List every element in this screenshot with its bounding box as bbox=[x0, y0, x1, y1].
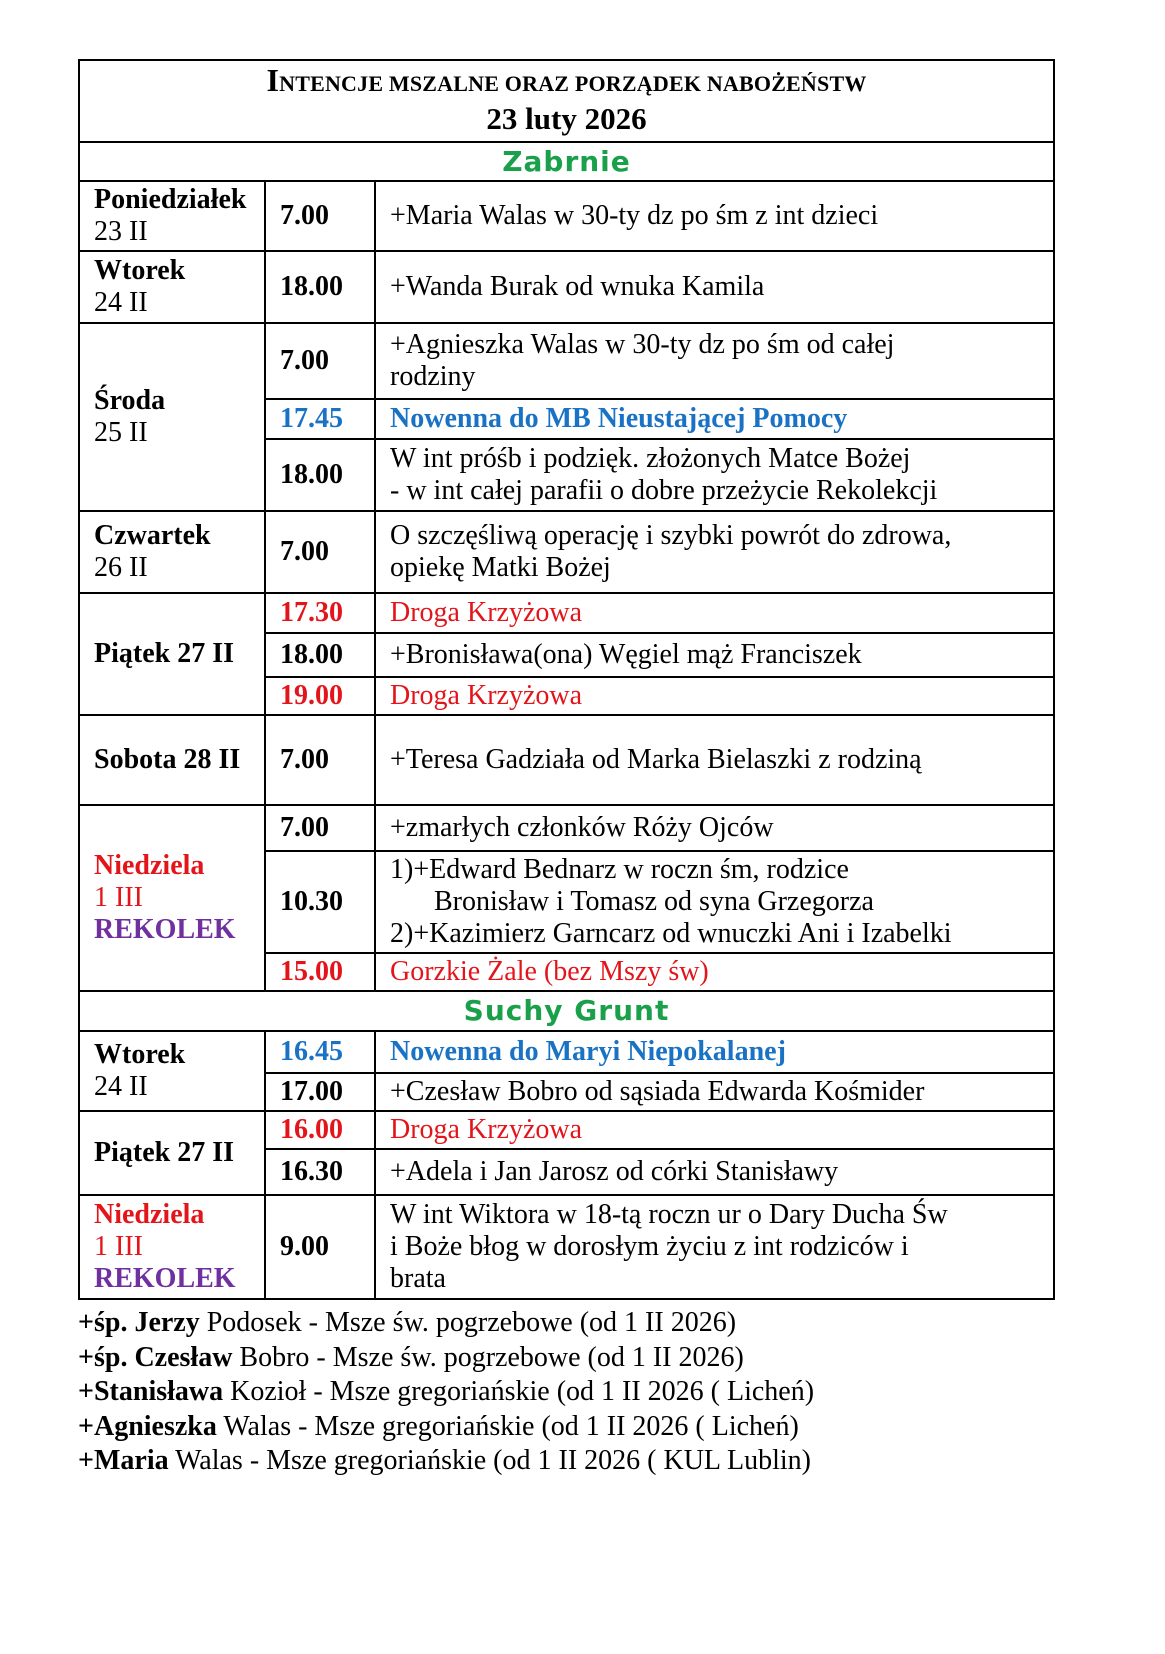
novena-time: 17.45 bbox=[265, 399, 375, 439]
table-row bbox=[79, 715, 1054, 805]
stations-time: 19.00 bbox=[265, 677, 375, 715]
novena-time: 16.45 bbox=[265, 1031, 375, 1073]
table-row bbox=[79, 251, 1054, 323]
service-text: Gorzkie Żale (bez Mszy św) bbox=[375, 953, 1054, 991]
day-cell bbox=[79, 323, 265, 511]
stations-text: Droga Krzyżowa bbox=[375, 1111, 1054, 1149]
mass-time: 7.00 bbox=[265, 511, 375, 593]
note-item bbox=[78, 1341, 1053, 1376]
mass-time: 18.00 bbox=[265, 633, 375, 677]
note-name: śp. Jerzy bbox=[93, 1307, 200, 1338]
intention-line: rodziny bbox=[390, 361, 476, 392]
note-name: śp. Czesław bbox=[93, 1341, 233, 1373]
mass-schedule-table bbox=[78, 59, 1055, 1300]
note-text: Bobro - Msze św. pogrzebowe (od 1 II 2026) bbox=[232, 1341, 744, 1373]
mass-intention: +Teresa Gadziała od Marka Bielaszki z rodziną bbox=[375, 715, 1054, 805]
note-text: Walas - Msze gregoriańskie (od 1 II 2026 ( KUL Lublin) bbox=[168, 1445, 811, 1476]
table-row bbox=[79, 805, 1054, 851]
note-name: Agnieszka bbox=[93, 1410, 217, 1442]
table-row bbox=[79, 1195, 1054, 1299]
stations-text: Droga Krzyżowa bbox=[375, 677, 1054, 715]
service-time: 15.00 bbox=[265, 953, 375, 991]
intention-line: 2)+Kazimierz Garncarz od wnuczki Ani i Izabelki bbox=[390, 918, 952, 949]
mass-time: 17.00 bbox=[265, 1073, 375, 1111]
document-title bbox=[79, 60, 1054, 142]
mass-intention: +Wanda Burak od wnuka Kamila bbox=[375, 251, 1054, 323]
intention-line: W int Wiktora w 18-tą roczn ur o Dary Ducha Św bbox=[390, 1199, 948, 1230]
day-date: 24 II bbox=[94, 1071, 148, 1102]
note-prefix: + bbox=[78, 1376, 94, 1407]
day-cell bbox=[79, 1195, 265, 1299]
mass-time: 18.00 bbox=[265, 251, 375, 323]
day-cell bbox=[79, 181, 265, 251]
day-name: Poniedziałek bbox=[94, 184, 247, 215]
stations-time: 17.30 bbox=[265, 593, 375, 633]
note-text: Kozioł - Msze gregoriańskie (od 1 II 2026 ( Licheń) bbox=[223, 1376, 815, 1407]
day-date: 24 II bbox=[94, 287, 148, 318]
location-row bbox=[79, 991, 1054, 1031]
table-row bbox=[79, 593, 1054, 633]
day-name: Wtorek bbox=[94, 1039, 186, 1070]
document-date: 23 luty 2026 bbox=[486, 101, 647, 136]
day-name: Niedziela bbox=[94, 1199, 205, 1230]
intention-line: - w int całej parafii o dobre przeżycie Rekolekcji bbox=[390, 475, 938, 506]
location-row bbox=[79, 142, 1054, 181]
day-cell bbox=[79, 251, 265, 323]
intention-line: Bronisław i Tomasz od syna Grzegorza bbox=[434, 886, 874, 917]
mass-time: 7.00 bbox=[265, 805, 375, 851]
intention-line: +Agnieszka Walas w 30-ty dz po śm od całej bbox=[390, 329, 895, 360]
table-row bbox=[79, 1111, 1054, 1149]
note-prefix: + bbox=[78, 1445, 94, 1476]
retreat-note: REKOLEK bbox=[94, 1263, 236, 1294]
mass-time: 7.00 bbox=[265, 715, 375, 805]
note-prefix: + bbox=[78, 1410, 94, 1442]
table-row bbox=[79, 181, 1054, 251]
mass-intention bbox=[375, 511, 1054, 593]
mass-intention: +Czesław Bobro od sąsiada Edwarda Kośmider bbox=[375, 1073, 1054, 1111]
mass-time: 18.00 bbox=[265, 439, 375, 511]
mass-intention bbox=[375, 1195, 1054, 1299]
day-name: Czwartek bbox=[94, 520, 211, 551]
intention-line: opiekę Matki Bożej bbox=[390, 552, 611, 583]
day-cell: Piątek 27 II bbox=[79, 593, 265, 715]
note-prefix: + bbox=[78, 1307, 94, 1338]
mass-time: 7.00 bbox=[265, 181, 375, 251]
mass-intention bbox=[375, 851, 1054, 953]
mass-intention: +Adela i Jan Jarosz od córki Stanisławy bbox=[375, 1149, 1054, 1195]
note-text: Walas - Msze gregoriańskie (od 1 II 2026 ( Licheń) bbox=[216, 1410, 799, 1442]
mass-time: 16.30 bbox=[265, 1149, 375, 1195]
stations-text: Droga Krzyżowa bbox=[375, 593, 1054, 633]
mass-intention: +Bronisława(ona) Węgiel mąż Franciszek bbox=[375, 633, 1054, 677]
day-cell bbox=[79, 1031, 265, 1111]
mass-time: 10.30 bbox=[265, 851, 375, 953]
title-row bbox=[79, 60, 1054, 142]
day-cell bbox=[79, 511, 265, 593]
note-name: Stanisława bbox=[93, 1376, 224, 1407]
note-item bbox=[78, 1375, 1053, 1410]
intention-line: O szczęśliwą operację i szybki powrót do zdrowa, bbox=[390, 520, 952, 551]
schedule-document bbox=[78, 59, 1053, 1479]
funeral-masses-notes bbox=[78, 1306, 1053, 1479]
location-zabrnie: Zabrnie bbox=[79, 142, 1054, 181]
note-prefix: + bbox=[78, 1341, 94, 1373]
mass-time: 7.00 bbox=[265, 323, 375, 399]
note-item bbox=[78, 1444, 1053, 1479]
intention-line: brata bbox=[390, 1263, 446, 1294]
retreat-note: REKOLEK bbox=[94, 914, 236, 945]
day-name: Środa bbox=[94, 385, 166, 416]
location-suchy-grunt: Suchy Grunt bbox=[79, 991, 1054, 1031]
note-item bbox=[78, 1410, 1053, 1445]
day-date: 23 II bbox=[94, 216, 148, 247]
mass-intention bbox=[375, 323, 1054, 399]
day-cell bbox=[79, 805, 265, 991]
day-date: 25 II bbox=[94, 417, 148, 448]
mass-time: 9.00 bbox=[265, 1195, 375, 1299]
intention-line: i Boże błog w dorosłym życiu z int rodziców i bbox=[390, 1231, 909, 1262]
day-name: Niedziela bbox=[94, 850, 205, 881]
day-date: 1 III bbox=[94, 1231, 143, 1262]
day-name: Wtorek bbox=[94, 255, 186, 286]
title-initial: I bbox=[266, 62, 280, 98]
mass-intention bbox=[375, 439, 1054, 511]
novena-text: Nowenna do Maryi Niepokalanej bbox=[375, 1031, 1054, 1073]
note-text: Podosek - Msze św. pogrzebowe (od 1 II 2026) bbox=[199, 1307, 737, 1338]
table-row bbox=[79, 323, 1054, 399]
note-name: Maria bbox=[93, 1445, 169, 1476]
day-date: 26 II bbox=[94, 552, 148, 583]
title-text: NTENCJE MSZALNE ORAZ PORZĄDEK NABOŻEŃSTW bbox=[279, 71, 867, 96]
day-cell: Sobota 28 II bbox=[79, 715, 265, 805]
table-row bbox=[79, 1031, 1054, 1073]
day-date: 1 III bbox=[94, 882, 143, 913]
intention-line: W int próśb i podzięk. złożonych Matce Bożej bbox=[390, 443, 911, 474]
table-row bbox=[79, 511, 1054, 593]
novena-text: Nowenna do MB Nieustającej Pomocy bbox=[375, 399, 1054, 439]
intention-line: 1)+Edward Bednarz w roczn śm, rodzice bbox=[390, 854, 849, 885]
note-item bbox=[78, 1306, 1053, 1341]
day-cell: Piątek 27 II bbox=[79, 1111, 265, 1195]
mass-intention: +Maria Walas w 30-ty dz po śm z int dzieci bbox=[375, 181, 1054, 251]
mass-intention: +zmarłych członków Róży Ojców bbox=[375, 805, 1054, 851]
stations-time: 16.00 bbox=[265, 1111, 375, 1149]
